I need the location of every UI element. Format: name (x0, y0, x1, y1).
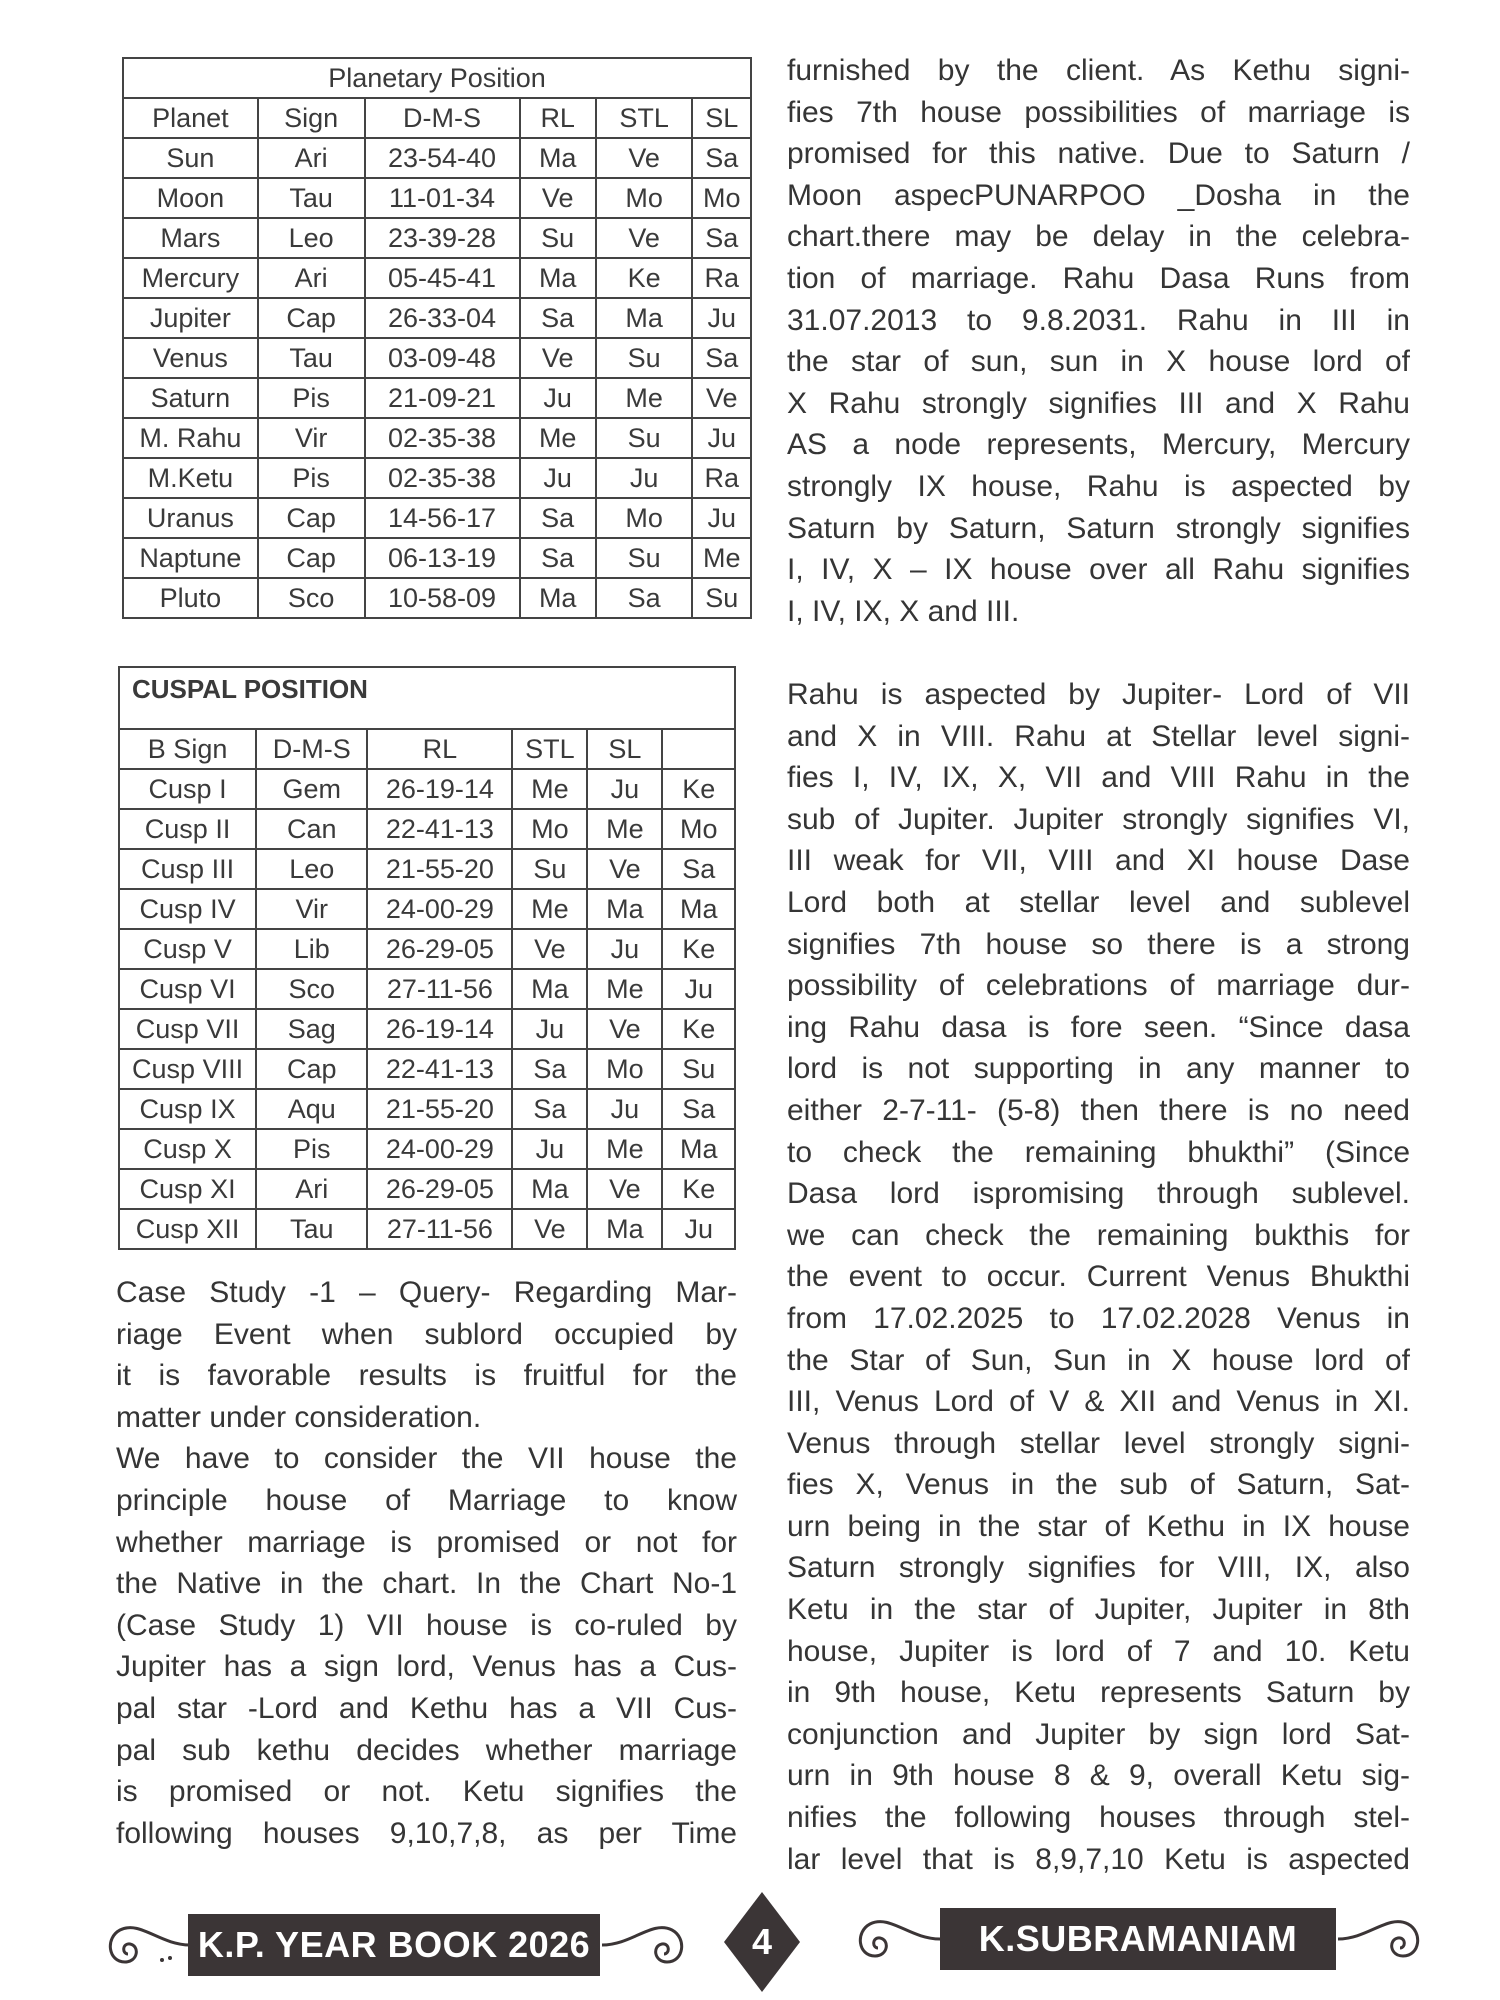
table-row (119, 1009, 735, 1049)
text-line: the star of sun, sun in X house lord of (787, 345, 1410, 379)
table-cell: Sa (520, 498, 596, 538)
table-row (119, 929, 735, 969)
table-title: Planetary Position (123, 58, 751, 98)
table-cell: Ju (520, 458, 596, 498)
table-cell: Mo (662, 809, 735, 849)
text-line: 31.07.2013 to 9.8.2031. Rahu in III in (787, 303, 1410, 337)
table-cell: Can (256, 809, 367, 849)
text-line: possibility of celebrations of marriage dur- (787, 969, 1410, 1003)
table-cell: Ke (662, 769, 735, 809)
column-header: RL (367, 729, 512, 769)
table-cell: Me (587, 1129, 662, 1169)
column-header: SL (587, 729, 662, 769)
column-header (662, 729, 735, 769)
table-row (123, 338, 751, 378)
page-number-badge (712, 1890, 812, 1994)
text-line: ing Rahu dasa is fore seen. “Since dasa (787, 1010, 1410, 1044)
table-cell: Ve (587, 849, 662, 889)
table-header-row (119, 729, 735, 769)
table-cell: Ma (512, 1169, 587, 1209)
column-header: STL (596, 98, 693, 138)
table-cell: 14-56-17 (365, 498, 520, 538)
table-cell: 24-00-29 (367, 889, 512, 929)
table-cell: 27-11-56 (367, 969, 512, 1009)
table-cell: Leo (256, 849, 367, 889)
text-line: signifies 7th house so there is a strong (787, 927, 1410, 961)
table-cell: Cap (258, 498, 365, 538)
text-line: AS a node represents, Mercury, Mercury (787, 428, 1410, 462)
table-cell: Ju (692, 418, 751, 458)
text-line: either 2-7-11- (5-8) then there is no need (787, 1093, 1410, 1127)
table-cell: Ma (587, 889, 662, 929)
table-cell: 21-55-20 (367, 1089, 512, 1129)
text-line: Venus through stellar level strongly signi- (787, 1426, 1410, 1460)
column-header: Planet (123, 98, 258, 138)
table-row (119, 1049, 735, 1089)
table-row (119, 1089, 735, 1129)
text-line: Ketu in the star of Jupiter, Jupiter in 8th (787, 1593, 1410, 1627)
table-cell: Ju (587, 1089, 662, 1129)
table-cell: Sa (662, 1089, 735, 1129)
column-header: RL (520, 98, 596, 138)
table-row (123, 418, 751, 458)
table-cell: Ari (258, 258, 365, 298)
text-line: strongly IX house, Rahu is aspected by (787, 469, 1410, 503)
table-cell: Tau (258, 338, 365, 378)
text-line: Moon aspecPUNARPOO _Dosha in the (787, 178, 1410, 212)
table-cell: Sa (662, 849, 735, 889)
table-cell: Ve (520, 178, 596, 218)
table-cell: Sun (123, 138, 258, 178)
table-cell: Ari (256, 1169, 367, 1209)
table-cell: Su (692, 578, 751, 618)
table-cell: Jupiter (123, 298, 258, 338)
table-cell: Cusp II (119, 809, 256, 849)
column-header: Sign (258, 98, 365, 138)
table-row (123, 578, 751, 618)
text-line: promised for this native. Due to Saturn / (787, 137, 1410, 171)
table-cell: Ve (587, 1169, 662, 1209)
table-cell: Cusp V (119, 929, 256, 969)
table-cell: Tau (258, 178, 365, 218)
table-cell: Vir (258, 418, 365, 458)
table-cell: Aqu (256, 1089, 367, 1129)
table-cell: Ari (258, 138, 365, 178)
table-cell: Me (587, 969, 662, 1009)
table-cell: 22-41-13 (367, 809, 512, 849)
ornament-swirl-icon (600, 1900, 692, 1990)
table-cell: Su (596, 338, 693, 378)
table-cell: 11-01-34 (365, 178, 520, 218)
table-cell: Leo (258, 218, 365, 258)
table-cell: Me (596, 378, 693, 418)
table-row (119, 849, 735, 889)
table-row (123, 378, 751, 418)
table-cell: Pis (258, 458, 365, 498)
table-cell: Ju (596, 458, 693, 498)
table-cell: Ve (692, 378, 751, 418)
table-header-row (123, 98, 751, 138)
text-line: whether marriage is promised or not for (116, 1525, 737, 1559)
table-cell: Ve (596, 218, 693, 258)
text-line: Lord both at stellar level and sublevel (787, 885, 1410, 919)
table-cell: Ju (662, 1209, 735, 1249)
table-cell: Mo (692, 178, 751, 218)
table-cell: Ma (512, 969, 587, 1009)
text-line: Dasa lord ispromising through sublevel. (787, 1177, 1410, 1211)
table-cell: 02-35-38 (365, 418, 520, 458)
text-line: in 9th house, Ketu represents Saturn by (787, 1676, 1410, 1710)
table-cell: 23-39-28 (365, 218, 520, 258)
text-line: sub of Jupiter. Jupiter strongly signifies VI, (787, 802, 1410, 836)
table-cell: Me (520, 418, 596, 458)
table-cell: Venus (123, 338, 258, 378)
table-cell: Naptune (123, 538, 258, 578)
table-cell: Ma (520, 578, 596, 618)
table-cell: Mo (587, 1049, 662, 1089)
table-cell: 02-35-38 (365, 458, 520, 498)
table-cell: Ra (692, 458, 751, 498)
table-cell: Cusp VI (119, 969, 256, 1009)
table-cell: 03-09-48 (365, 338, 520, 378)
table-cell: Su (596, 418, 693, 458)
table-cell: Cusp XII (119, 1209, 256, 1249)
table-cell: Sa (512, 1049, 587, 1089)
table-cell: 27-11-56 (367, 1209, 512, 1249)
table-cell: 21-09-21 (365, 378, 520, 418)
table-row (119, 889, 735, 929)
table-cell: Ma (587, 1209, 662, 1249)
table-cell: 26-29-05 (367, 929, 512, 969)
table-cell: Sa (520, 298, 596, 338)
table-cell: Mo (596, 498, 693, 538)
table-row (119, 1169, 735, 1209)
text-line: it is favorable results is fruitful for the (116, 1359, 737, 1393)
author-banner (940, 1908, 1336, 1970)
table-cell: Cusp I (119, 769, 256, 809)
table-cell: Ke (662, 1009, 735, 1049)
text-line: fies X, Venus in the sub of Saturn, Sat- (787, 1468, 1410, 1502)
table-cell: Cusp VII (119, 1009, 256, 1049)
text-line: we can check the remaining bukthis for (787, 1218, 1410, 1252)
table-cell: Ke (662, 1169, 735, 1209)
table-cell: Pluto (123, 578, 258, 618)
text-line: following houses 9,10,7,8, as per Time (116, 1816, 737, 1850)
planetary-position-table (122, 57, 752, 619)
table-row (123, 458, 751, 498)
table-cell: Uranus (123, 498, 258, 538)
table-cell: 26-29-05 (367, 1169, 512, 1209)
book-title: K.P. YEAR BOOK 2026 (197, 1924, 591, 1965)
table-row (123, 538, 751, 578)
text-line: tion of marriage. Rahu Dasa Runs from (787, 261, 1410, 295)
table-cell: Ma (662, 1129, 735, 1169)
table-cell: Ve (596, 138, 693, 178)
table-cell: Ra (692, 258, 751, 298)
text-line: Case Study -1 – Query- Regarding Mar- (116, 1276, 737, 1309)
table-row (123, 218, 751, 258)
table-row (119, 1209, 735, 1249)
table-row (119, 969, 735, 1009)
table-cell: 23-54-40 (365, 138, 520, 178)
text-line: and X in VIII. Rahu at Stellar level signi- (787, 719, 1410, 753)
text-line: conjunction and Jupiter by sign lord Sat- (787, 1717, 1410, 1751)
column-header: SL (692, 98, 751, 138)
text-line: fies I, IV, IX, X, VII and VIII Rahu in the (787, 761, 1410, 795)
text-line: III weak for VII, VIII and XI house Dase (787, 844, 1410, 878)
table-row (123, 258, 751, 298)
text-line: furnished by the client. As Kethu signi- (787, 54, 1410, 87)
column-header: D-M-S (365, 98, 520, 138)
text-line: (Case Study 1) VII house is co-ruled by (116, 1608, 737, 1642)
table-cell: Me (512, 769, 587, 809)
table-cell: Ve (512, 929, 587, 969)
table-cell: M.Ketu (123, 458, 258, 498)
table-cell: Sco (258, 578, 365, 618)
ornament-swirl-icon (1336, 1894, 1428, 1984)
table-cell: 06-13-19 (365, 538, 520, 578)
table-cell: Sa (520, 538, 596, 578)
table-cell: Sag (256, 1009, 367, 1049)
table-cell: Mo (512, 809, 587, 849)
table-row (123, 178, 751, 218)
table-cell: Cusp IX (119, 1089, 256, 1129)
table-cell: 26-33-04 (365, 298, 520, 338)
table-cell: Gem (256, 769, 367, 809)
table-cell: Saturn (123, 378, 258, 418)
text-line: riage Event when sublord occupied by (116, 1317, 737, 1351)
table-cell: Cusp XI (119, 1169, 256, 1209)
table-row (119, 1129, 735, 1169)
table-cell: Ke (596, 258, 693, 298)
table-cell: Mercury (123, 258, 258, 298)
table-row (119, 769, 735, 809)
ornament-swirl-icon (850, 1894, 942, 1984)
table-cell: Cusp X (119, 1129, 256, 1169)
right-column-paragraph-2 (787, 674, 1410, 1880)
table-cell: Ju (587, 769, 662, 809)
table-cell: Ju (662, 969, 735, 1009)
table-cell: Me (692, 538, 751, 578)
page-number: 4 (751, 1921, 773, 1962)
table-cell: Mo (596, 178, 693, 218)
text-line: pal star -Lord and Kethu has a VII Cus- (116, 1691, 737, 1725)
table-cell: Sco (256, 969, 367, 1009)
table-row (119, 809, 735, 849)
text-line: Saturn by Saturn, Saturn strongly signifies (787, 511, 1410, 545)
author-name: K.SUBRAMANIAM (978, 1918, 1298, 1959)
table-cell: 22-41-13 (367, 1049, 512, 1089)
table-cell: Cap (258, 298, 365, 338)
table-cell: 26-19-14 (367, 1009, 512, 1049)
table-cell: Sa (692, 218, 751, 258)
text-line: is promised or not. Ketu signifies the (116, 1775, 737, 1809)
table-row (123, 138, 751, 178)
table-cell: Ju (587, 929, 662, 969)
table-cell: M. Rahu (123, 418, 258, 458)
table-cell: Ju (512, 1009, 587, 1049)
text-line: principle house of Marriage to know (116, 1483, 737, 1517)
table-cell: Cusp IV (119, 889, 256, 929)
table-cell: Ve (587, 1009, 662, 1049)
column-header: B Sign (119, 729, 256, 769)
table-cell: Lib (256, 929, 367, 969)
table-cell: Ju (692, 498, 751, 538)
text-line: I, IV, X – IX house over all Rahu signifies (787, 553, 1410, 587)
text-line: Rahu is aspected by Jupiter- Lord of VII (787, 678, 1410, 711)
table-cell: 10-58-09 (365, 578, 520, 618)
text-line: lar level that is 8,9,7,10 Ketu is aspected (787, 1842, 1410, 1876)
text-line: fies 7th house possibilities of marriage is (787, 95, 1410, 129)
table-cell: Ju (512, 1129, 587, 1169)
text-line: matter under consideration. (116, 1400, 482, 1434)
table-cell: Cusp VIII (119, 1049, 256, 1089)
table-cell: 05-45-41 (365, 258, 520, 298)
table-cell: Sa (596, 578, 693, 618)
table-title: CUSPAL POSITION (119, 667, 735, 729)
text-line: III, Venus Lord of V & XII and Venus in XI. (787, 1385, 1410, 1419)
table-cell: Cap (258, 538, 365, 578)
table-cell: Me (587, 809, 662, 849)
text-line: from 17.02.2025 to 17.02.2028 Venus in (787, 1301, 1410, 1335)
text-line: Saturn strongly signifies for VIII, IX, also (787, 1551, 1410, 1585)
table-cell: Ma (596, 298, 693, 338)
table-cell: Su (596, 538, 693, 578)
table-cell: Su (512, 849, 587, 889)
table-cell: Ma (520, 138, 596, 178)
table-cell: Ju (520, 378, 596, 418)
table-cell: Cap (256, 1049, 367, 1089)
text-line: the Native in the chart. In the Chart No-1 (116, 1567, 737, 1601)
table-cell: Moon (123, 178, 258, 218)
text-line: pal sub kethu decides whether marriage (116, 1733, 737, 1767)
table-cell: Ma (520, 258, 596, 298)
text-line: the Star of Sun, Sun in X house lord of (787, 1343, 1410, 1377)
text-line: lord is not supporting in any manner to (787, 1052, 1410, 1086)
text-line: I, IV, IX, X and III. (787, 594, 1020, 628)
text-line: to check the remaining bhukthi” (Since (787, 1135, 1410, 1169)
table-cell: Ve (520, 338, 596, 378)
column-header: STL (512, 729, 587, 769)
text-line: urn being in the star of Kethu in IX house (787, 1509, 1410, 1543)
table-cell: 24-00-29 (367, 1129, 512, 1169)
table-cell: Tau (256, 1209, 367, 1249)
table-cell: Su (520, 218, 596, 258)
table-row (123, 298, 751, 338)
table-cell: Su (662, 1049, 735, 1089)
table-cell: Sa (692, 338, 751, 378)
ornament-swirl-icon (100, 1900, 192, 1990)
text-line: X Rahu strongly signifies III and X Rahu (787, 386, 1410, 420)
table-cell: Ve (512, 1209, 587, 1249)
text-line: chart.there may be delay in the celebra- (787, 220, 1410, 254)
table-cell: Me (512, 889, 587, 929)
text-line: house, Jupiter is lord of 7 and 10. Ketu (787, 1634, 1410, 1668)
text-line: the event to occur. Current Venus Bhukthi (787, 1260, 1410, 1294)
column-header: D-M-S (256, 729, 367, 769)
table-cell: Ke (662, 929, 735, 969)
text-line: nifies the following houses through stel- (787, 1801, 1410, 1835)
table-cell: Sa (512, 1089, 587, 1129)
table-cell: 21-55-20 (367, 849, 512, 889)
table-cell: Ju (692, 298, 751, 338)
text-line: Jupiter has a sign lord, Venus has a Cus- (116, 1650, 737, 1684)
table-cell: Pis (256, 1129, 367, 1169)
table-cell: Mars (123, 218, 258, 258)
table-cell: Sa (692, 138, 751, 178)
table-cell: Ma (662, 889, 735, 929)
left-column-case-study-text (116, 1272, 737, 1854)
table-cell: 26-19-14 (367, 769, 512, 809)
table-row (123, 498, 751, 538)
text-line: urn in 9th house 8 & 9, overall Ketu sig- (787, 1759, 1410, 1793)
text-line: We have to consider the VII house the (116, 1442, 737, 1476)
table-cell: Vir (256, 889, 367, 929)
book-title-banner (188, 1914, 600, 1976)
table-cell: Cusp III (119, 849, 256, 889)
table-cell: Pis (258, 378, 365, 418)
cuspal-position-table (118, 666, 736, 1250)
right-column-paragraph-1 (787, 50, 1410, 632)
